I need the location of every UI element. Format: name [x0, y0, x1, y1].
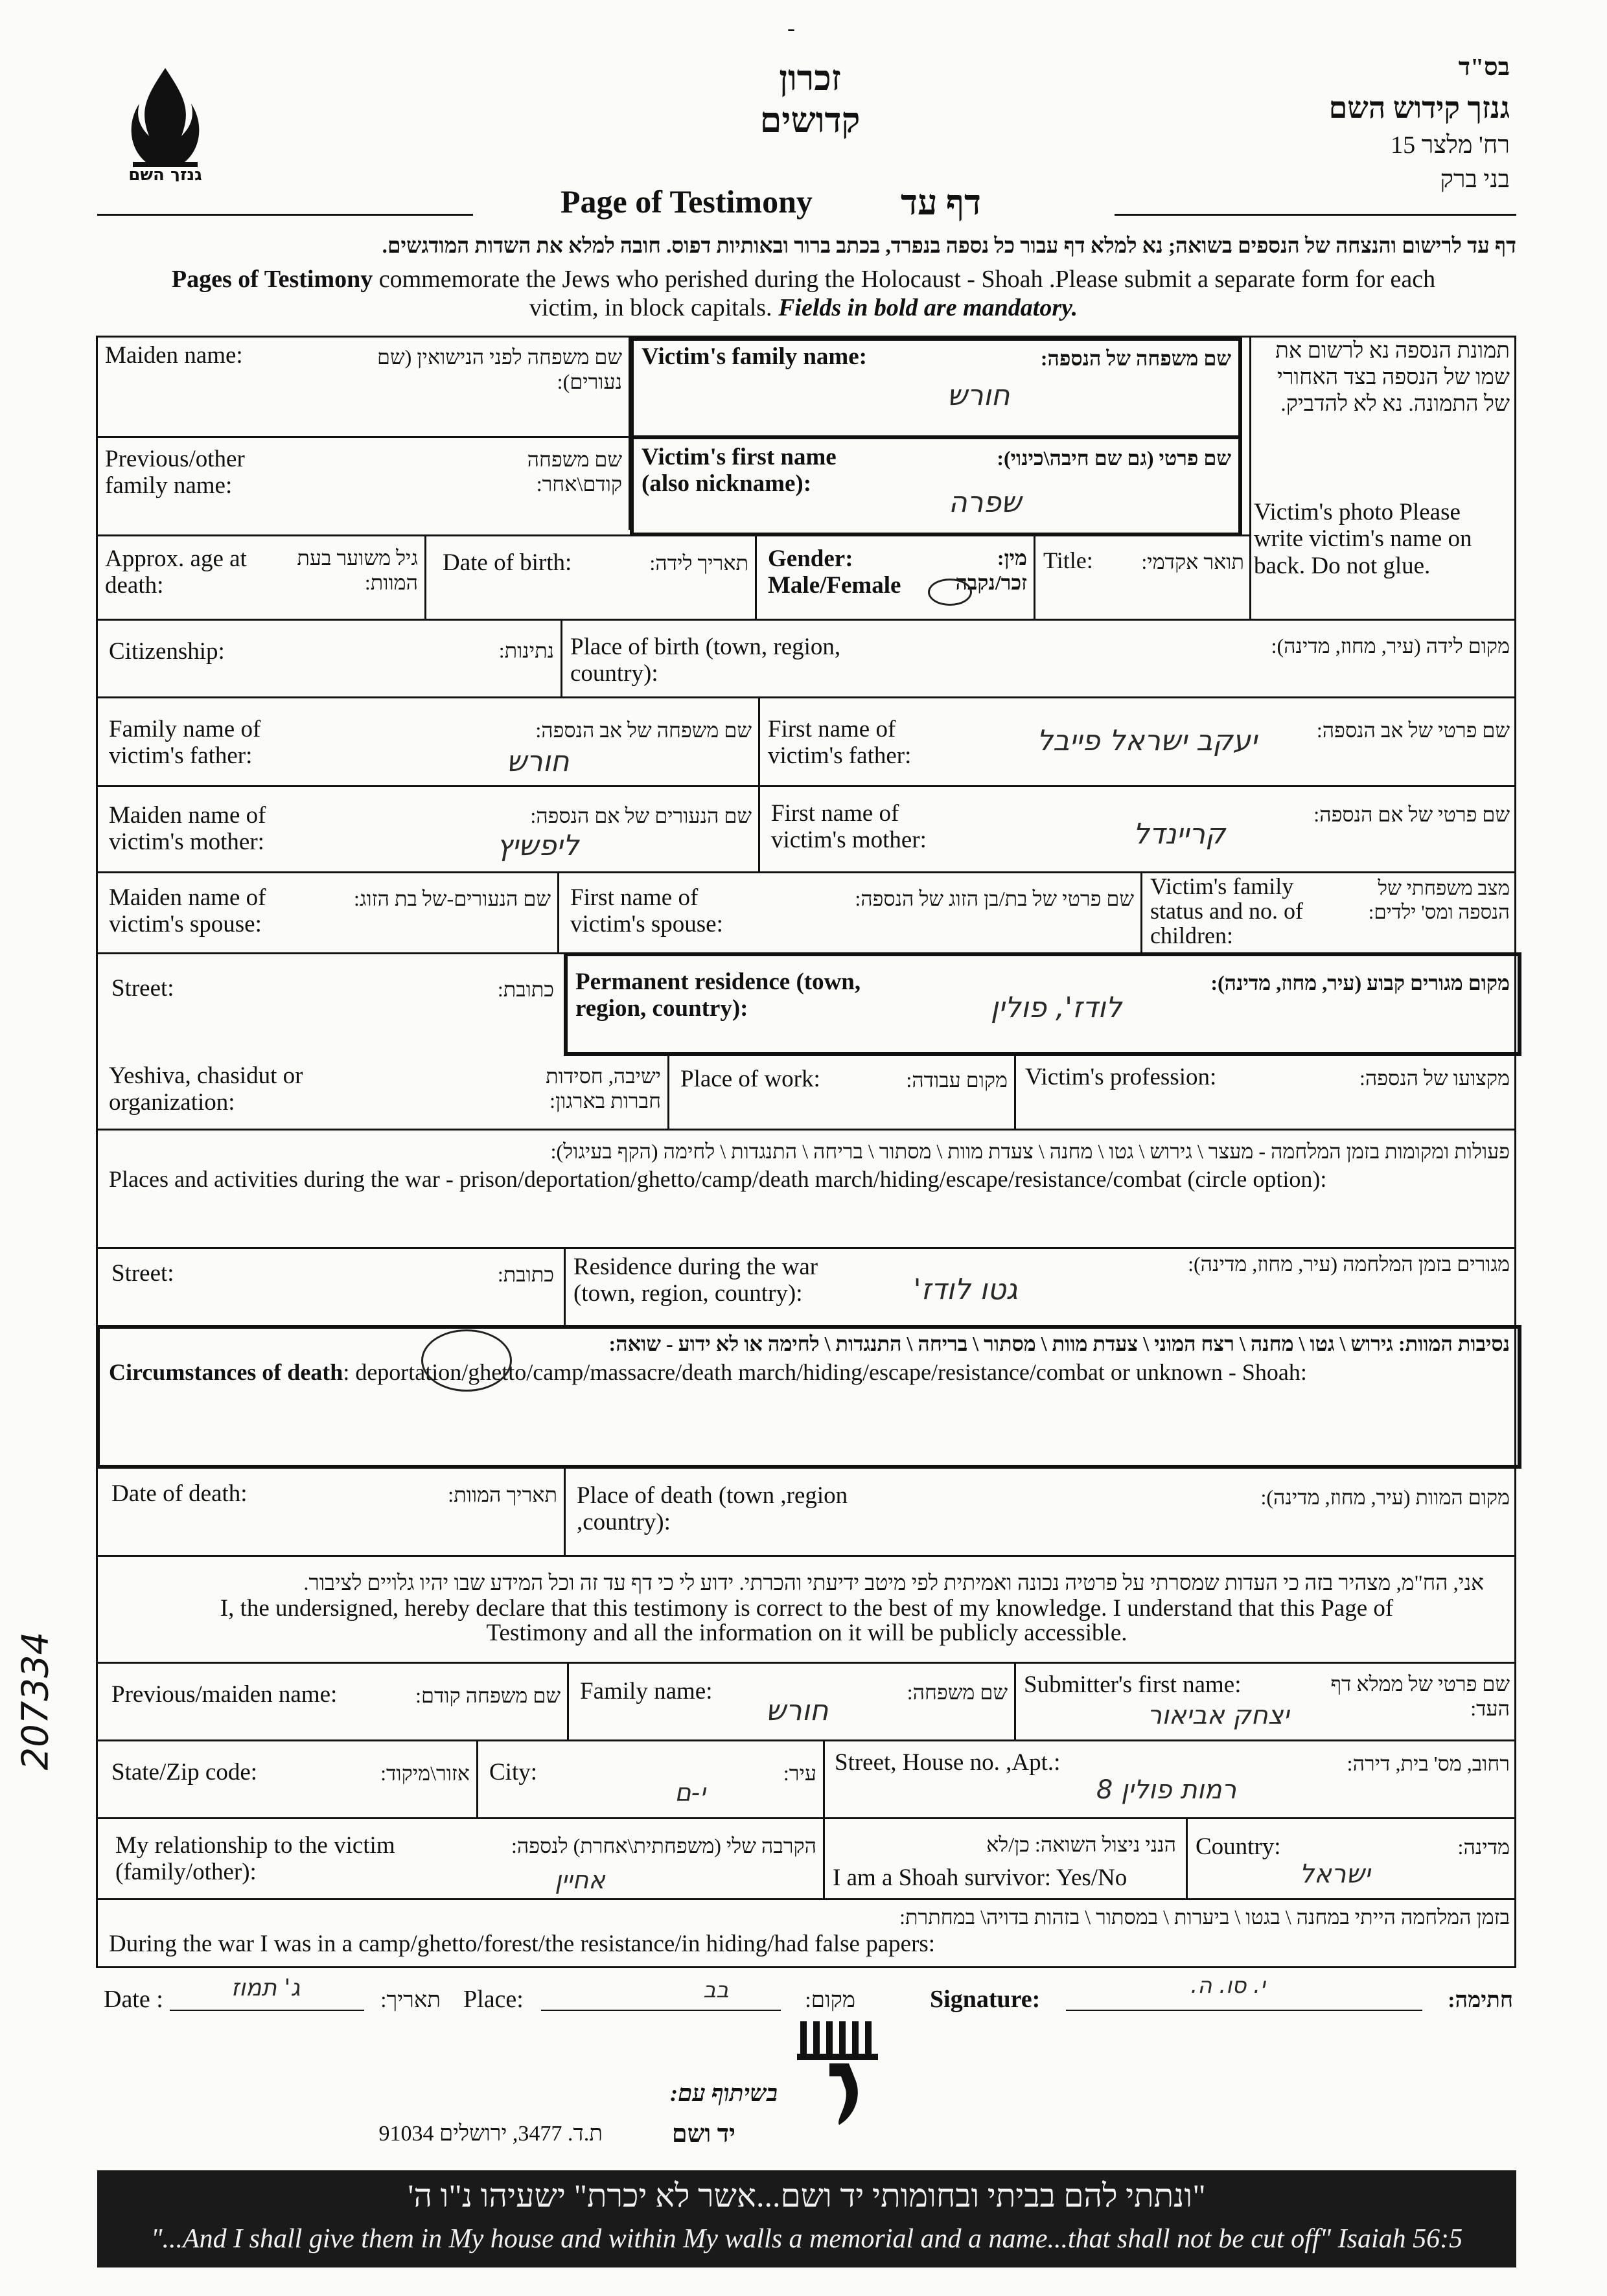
mother-first-name-he: שם פרטי של אם הנספה: [1313, 803, 1510, 826]
place-of-work-he: מקום עבודה: [906, 1068, 1008, 1092]
mother-first-name-label: First name of victim's mother: [771, 800, 927, 854]
maiden-name-he: שם משפחה לפני הנישואין (שם נעורים): [377, 345, 622, 394]
father-family-name-value[interactable]: חורש [506, 745, 570, 778]
submitter-family-name-value[interactable]: חורש [765, 1694, 829, 1727]
death-circumstances-en [109, 1359, 1515, 1385]
verse-hebrew: "ונתתי להם בביתי ובחומותי יד ושם...אשר לא יכרת" ישעיהו נ"ו ה' [408, 2177, 1206, 2214]
form-title-he: דף עד [901, 183, 981, 222]
approx-age-label: Approx. age at death: [105, 545, 247, 599]
declaration-en-line1: I, the undersigned, hereby declare that this testimony is correct to the best of my knowledge. I understand that this Page of [220, 1595, 1394, 1622]
street-label: Street: [111, 975, 174, 1002]
submitter-street-label: Street, House no. ,Apt.: [835, 1749, 1061, 1776]
relationship-value[interactable]: אחיין [555, 1866, 605, 1894]
signature-he: חתימה: [1448, 1988, 1513, 2012]
date-value[interactable]: ג' תמוז [231, 1975, 301, 2001]
org-address-line2: בני ברק [1440, 166, 1510, 193]
spouse-maiden-name-he: שם הנעורים-של בת הזוג: [354, 887, 551, 910]
title-he: תואר אקדמי: [1141, 550, 1244, 573]
yeshiva-he: ישיבה, חסידות חברות בארגון: [546, 1064, 661, 1113]
date-of-death-label: Date of death: [111, 1480, 248, 1507]
death-circumstances-en-rest: : deportation/ghetto/camp/massacre/death march/hiding/escape/resistance/combat or unknown - Shoah: [343, 1359, 1307, 1385]
mother-maiden-name-value[interactable]: ליפשיץ [496, 829, 579, 862]
date-he: תאריך: [380, 1988, 441, 2012]
center-title-line1: זכרון [779, 59, 841, 98]
intro-english [91, 266, 1516, 322]
place-of-birth-he: מקום לידה (עיר, מחוז, מדינה): [1271, 634, 1510, 658]
country-he: מדינה: [1457, 1835, 1510, 1859]
country-label: Country: [1196, 1833, 1281, 1860]
gender-he: מין: זכר/נקבה [955, 546, 1027, 595]
submitter-street-value[interactable]: רמות פולין 8 [1096, 1775, 1237, 1805]
logo-flame-icon [120, 65, 211, 181]
profession-label: Victim's profession: [1025, 1064, 1217, 1090]
family-status-he: מצב משפחתי של הנספה ומס' ילדים: [1368, 877, 1510, 924]
permanent-residence-he: מקום מגורים קבוע (עיר, מחוז, מדינה): [1210, 971, 1510, 994]
title-rule-left [97, 214, 473, 216]
place-line [541, 2010, 781, 2011]
war-places-en: Places and activities during the war - prison/deportation/ghetto/camp/death march/hiding/escape/resistance/combat (circle option): [109, 1166, 1327, 1192]
yad-vashem-logo-icon [791, 2018, 888, 2131]
country-value[interactable]: ישראל [1299, 1859, 1370, 1889]
survivor-he: הנני ניצול השואה: כן/לא [986, 1833, 1176, 1856]
org-name: גנזך קידוש השם [1328, 91, 1510, 124]
declaration-he: אני, הח"מ, מצהיר בזה כי העדות שמסרתי על פרטיה נכונה ואמיתית לפי מיטב ידיעתי והכרתי. ידוע לי כי דף עד זה וכל המידע שבו יהיו גלויים לציבור. [303, 1572, 1484, 1595]
spouse-first-name-label: First name of victim's spouse: [570, 884, 723, 938]
father-first-name-label: First name of victim's father: [768, 716, 912, 770]
date-of-birth-he: תאריך לידה: [649, 551, 748, 575]
verse-english: "...And I shall give them in My house and within My walls a memorial and a name...that shall not be cut off" Isaiah 56:5 [150, 2224, 1463, 2254]
gender-female-circle[interactable] [928, 579, 972, 606]
page-dash: - [787, 15, 795, 41]
declaration-en-line2: Testimony and all the information on it will be publicly accessible. [486, 1620, 1127, 1646]
place-value[interactable]: בב [703, 1977, 729, 2003]
title-label: Title: [1043, 547, 1093, 573]
form-title-en: Page of Testimony [561, 183, 813, 220]
date-of-death-he: תאריך המוות: [448, 1483, 557, 1506]
place-label: Place: [463, 1986, 524, 2013]
intro-english-italic: Fields in bold are mandatory. [778, 293, 1078, 321]
yeshiva-label: Yeshiva, chasidut or organization: [109, 1062, 303, 1116]
victim-first-name-value[interactable]: שפרה [948, 486, 1022, 519]
victim-first-name-he: שם פרטי (גם שם חיבה\כינוי): [997, 446, 1231, 470]
yad-vashem-name: יד ושם [671, 2120, 735, 2148]
signature-line [1066, 2010, 1422, 2011]
intro-english-rest: commemorate the Jews who perished during the Holocaust - Shoah .Please submit a separate form for each [373, 266, 1436, 293]
victim-family-name-he: שם משפחה של הנספה: [1040, 347, 1231, 370]
photo-note-en: Victim's photo Please write victim's name on back. Do not glue. [1254, 499, 1472, 579]
maiden-name-label: Maiden name: [105, 342, 243, 369]
submitter-first-name-he: שם פרטי של ממלא דף העד: [1330, 1672, 1510, 1721]
submitter-zip-he: אזור\מיקוד: [380, 1762, 470, 1785]
family-status-label: Victim's family status and no. of children: [1150, 873, 1303, 948]
war-places-he: פעולות ומקומות בזמן המלחמה - מעצר \ גירוש \ גטו \ מחנה \ צעדת מוות \ מסתור \ בריחה \ התנגדות \ לחימה (הקף בעיגול): [550, 1140, 1510, 1163]
date-of-birth-label: Date of birth: [443, 549, 572, 576]
intro-english-bold: Pages of Testimony [171, 266, 373, 293]
submitter-first-name-value[interactable]: יצחק אביאור [1147, 1701, 1289, 1730]
photo-note-he: תמונת הנספה נא לרשום את שמו של הנספה בצד האחורי של התמונה. נא לא להדביק. [1275, 339, 1510, 416]
submitter-first-name-label: Submitter's first name: [1024, 1671, 1242, 1698]
place-of-death-he: מקום המוות (עיר, מחוז, מדינה): [1260, 1486, 1510, 1509]
street-he: כתובת: [497, 978, 554, 1001]
submitter-previous-name-label: Previous/maiden name: [111, 1681, 338, 1708]
approx-age-he: גיל משוער בעת המוות: [297, 546, 418, 595]
previous-family-name-label: Previous/other family name: [105, 446, 245, 499]
survivor-en: I am a Shoah survivor: Yes/No [833, 1865, 1127, 1891]
father-family-name-he: שם משפחה של אב הנספה: [535, 718, 752, 742]
submitter-family-name-label: Family name: [580, 1678, 713, 1705]
place-of-work-label: Place of work: [680, 1066, 820, 1092]
submitter-previous-name-he: שם משפחה קודם: [415, 1684, 561, 1707]
father-family-name-label: Family name of victim's father: [109, 716, 261, 770]
spouse-maiden-name-label: Maiden name of victim's spouse: [109, 884, 266, 938]
citizenship-he: נתינות: [498, 639, 554, 662]
permanent-residence-label: Permanent residence (town, region, country): [575, 969, 861, 1022]
permanent-residence-value[interactable]: לודז', פולין [990, 991, 1122, 1024]
previous-family-name-he: שם משפחה קודם\אחר: [527, 448, 622, 496]
center-title-line2: קדושים [759, 101, 861, 140]
bsd-mark: בס"ד [1458, 54, 1510, 81]
profession-he: מקצועו של הנספה: [1359, 1066, 1510, 1090]
margin-handwritten-number: 207334 [14, 1631, 57, 1771]
war-location-he: בזמן המלחמה הייתי במחנה \ בגטו \ ביערות \ במסתור \ בזהות בדויה\ במחתרת: [899, 1905, 1510, 1929]
org-address-line1: רח' מלצר 15 [1391, 132, 1510, 159]
father-first-name-value[interactable]: יעקב ישראל פייבל [1037, 724, 1257, 757]
submitter-city-label: City: [489, 1759, 538, 1785]
submitter-street-he: רחוב, מס' בית, דירה: [1347, 1752, 1510, 1775]
intro-english-line2: victim, in block capitals. [529, 293, 779, 321]
footer-banner [97, 2170, 1516, 2267]
signature-value[interactable]: י. סו. ה. [1190, 1973, 1266, 1999]
title-rule-right [1115, 214, 1516, 216]
war-location-en: During the war I was in a camp/ghetto/forest/the resistance/in hiding/had false papers: [109, 1931, 936, 1957]
war-residence-label: Residence during the war (town, region, country): [573, 1254, 818, 1307]
mother-first-name-value[interactable]: קריינדל [1133, 818, 1226, 851]
maiden-name-field[interactable] [104, 389, 622, 434]
footer-address: ת.ד. 3477, ירושלים 91034 [378, 2122, 603, 2146]
victim-family-name-label: Victim's family name: [642, 343, 867, 370]
intro-hebrew: דף עד לרישום והנצחה של הנספים בשואה; נא למלא דף עבור כל נספה בנפרד, בכתב ברור ובאותיות דפוס. חובה למלא את השדות המודגשים. [382, 235, 1516, 258]
war-street-he: כתובת: [497, 1263, 554, 1286]
svg-text:גנזך השם: גנזך השם [128, 165, 202, 181]
place-of-death-label: Place of death (town ,region ,country): [577, 1482, 848, 1536]
submitter-family-name-he: שם משפחה: [907, 1681, 1008, 1704]
partner-label: בשיתוף עם: [670, 2080, 778, 2106]
victim-first-name-label: Victim's first name (also nickname): [642, 444, 837, 498]
signature-label: Signature: [930, 1986, 1041, 2013]
date-label: Date : [104, 1986, 163, 2013]
mother-maiden-name-label: Maiden name of victim's mother: [109, 802, 266, 856]
submitter-zip-label: State/Zip code: [111, 1759, 258, 1785]
war-street-label: Street: [111, 1260, 174, 1287]
date-line [170, 2010, 364, 2011]
gender-label: Gender: Male/Female [768, 545, 901, 599]
submitter-city-value[interactable]: י-ם [675, 1778, 706, 1807]
place-of-birth-label: Place of birth (town, region, country): [570, 634, 841, 687]
previous-family-name-field[interactable] [272, 446, 454, 517]
death-circumstances-en-bold: Circumstances of death [109, 1359, 343, 1385]
victim-family-name-value[interactable]: חורש [947, 379, 1010, 412]
citizenship-label: Citizenship: [109, 638, 225, 665]
deportation-circle[interactable] [421, 1329, 512, 1392]
relationship-he: הקרבה שלי (משפחתית\אחרת) לנספה: [511, 1834, 816, 1857]
mother-maiden-name-he: שם הנעורים של אם הנספה: [530, 804, 752, 827]
death-circumstances-he: נסיבות המוות: גירוש \ גטו \ מחנה \ רצח המוני \ צעדת מוות \ מסתור \ בריחה \ התנגדות \ לחימה או לא ידוע - שואה: [608, 1332, 1510, 1355]
war-residence-value[interactable]: גטו לודז' [913, 1273, 1018, 1306]
place-he: מקום: [805, 1988, 855, 2012]
spouse-first-name-he: שם פרטי של בת/בן הזוג של הנספה: [855, 887, 1134, 910]
relationship-label: My relationship to the victim (family/other): [115, 1832, 395, 1886]
father-first-name-he: שם פרטי של אב הנספה: [1316, 718, 1510, 742]
war-residence-he: מגורים בזמן המלחמה (עיר, מחוז, מדינה): [1188, 1252, 1510, 1276]
submitter-city-he: עיר: [783, 1762, 816, 1785]
